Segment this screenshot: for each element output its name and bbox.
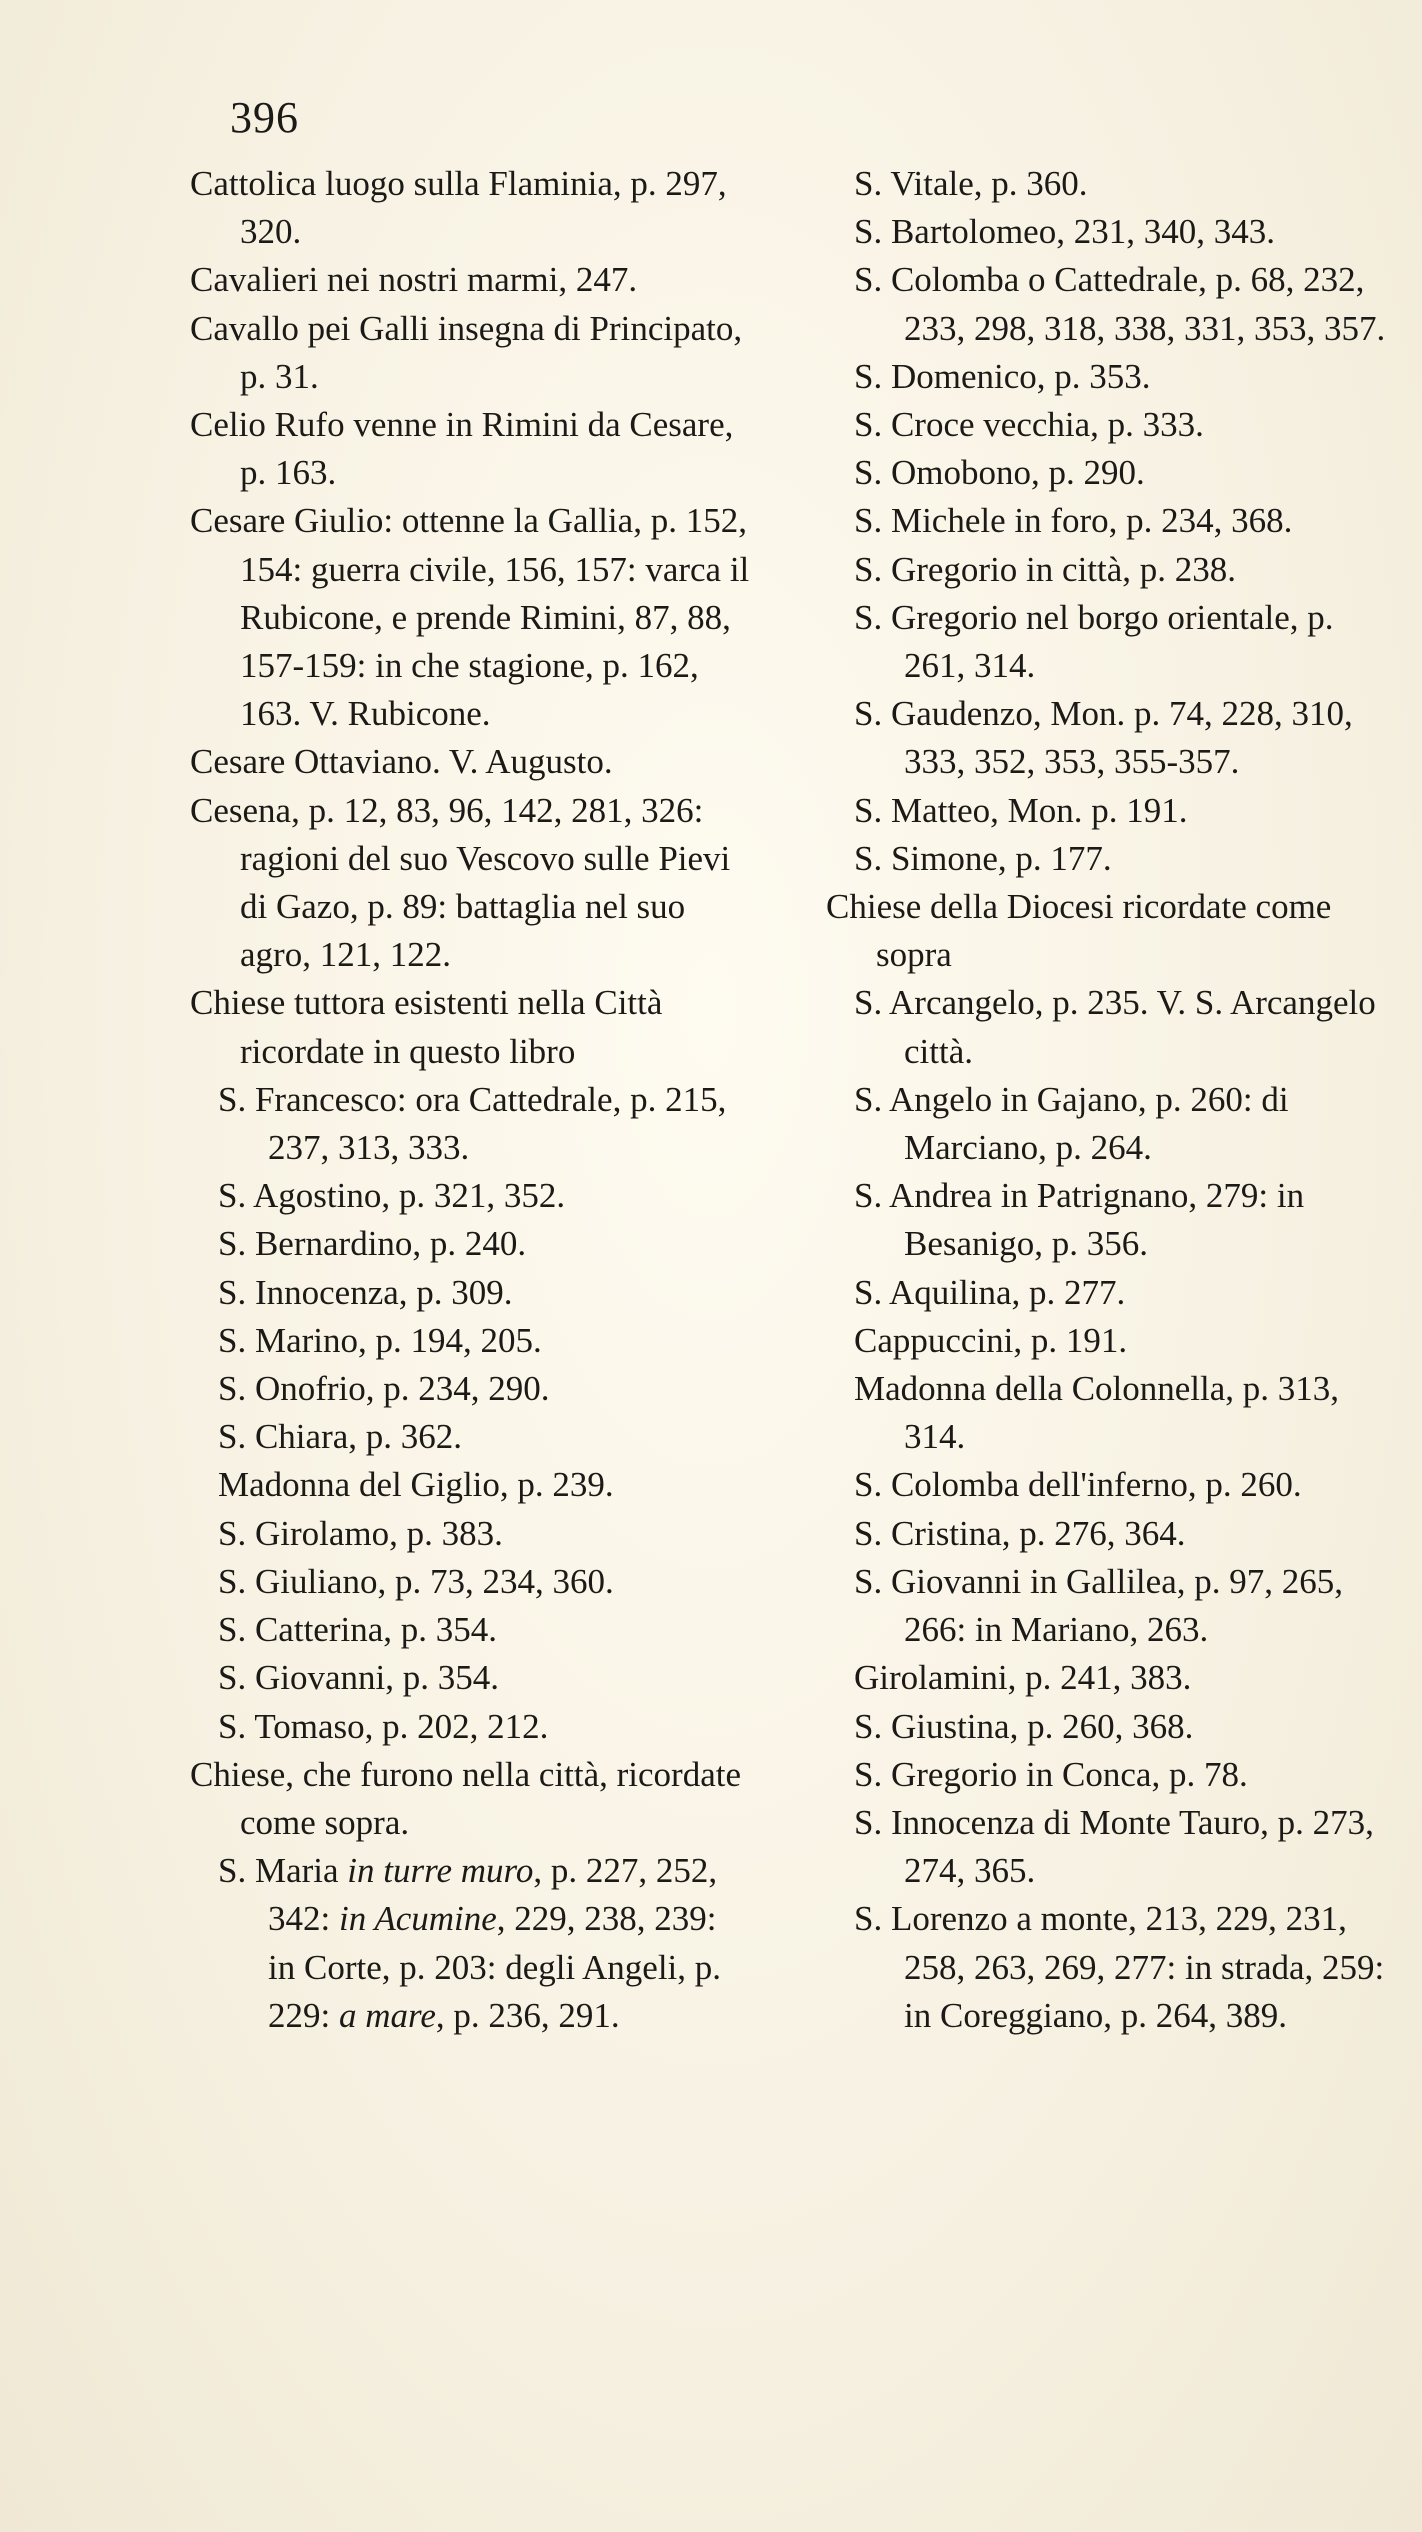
index-entry: Chiese della Diocesi ricordate come sopra bbox=[826, 887, 1332, 975]
index-subentry: S. Gaudenzo, Mon. p. 74, 228, 310, 333, 352, 353, 355-357. bbox=[854, 694, 1353, 782]
index-subentry: S. Aquilina, p. 277. bbox=[854, 1272, 1126, 1312]
index-subentry: S. Gregorio nel borgo orientale, p. 261, 314. bbox=[854, 597, 1334, 686]
index-entry: Cesare Ottaviano. V. Augusto. bbox=[190, 742, 613, 782]
index-subentry: S. Francesco: ora Cattedrale, p. 215, 237, 313, 333. bbox=[218, 1079, 727, 1168]
index-subentry: S. Matteo, Mon. p. 191. bbox=[854, 790, 1188, 830]
index-subentry: S. Andrea in Patrignano, 279: in Besanigo, p. 356. bbox=[854, 1176, 1305, 1264]
index-subentry: S. Giuliano, p. 73, 234, 360. bbox=[218, 1561, 614, 1601]
entry-text: , p. 236, 291. bbox=[435, 1995, 620, 2035]
index-entry: Cattolica luogo sulla Flaminia, p. 297, 320. bbox=[190, 164, 727, 252]
page-number: 396 bbox=[230, 93, 299, 142]
index-subentry: S. Vitale, p. 360. bbox=[854, 164, 1088, 203]
index-subentry: S. Girolamo, p. 383. bbox=[218, 1513, 503, 1553]
index-entry: Cavalieri nei nostri marmi, 247. bbox=[190, 260, 638, 300]
index-entry: Celio Rufo venne in Rimini da Cesare, p. 163. bbox=[190, 405, 734, 493]
italic-text: a mare bbox=[338, 1995, 436, 2035]
index-subentry: S. Innocenza di Monte Tauro, p. 273, 274, 365. bbox=[854, 1802, 1374, 1891]
index-entry: Cesare Giulio: ottenne la Gallia, p. 152, 154: guerra civile, 156, 157: varca il Rubicone, e prende Rimini, 87, 88, 157-159: in che stagione, p. 162, 163. V. Rubicone. bbox=[190, 501, 750, 734]
index-subentry: S. Giustina, p. 260, 368. bbox=[854, 1706, 1194, 1746]
index-entry: Chiese tuttora esistenti nella Città ricordate in questo libro bbox=[190, 983, 663, 1071]
index-subentry: S. Omobono, p. 290. bbox=[854, 453, 1145, 493]
entry-text: S. Maria bbox=[218, 1851, 348, 1891]
index-entry: Cavallo pei Galli insegna di Principato, p. 31. bbox=[190, 308, 743, 396]
index-subentry bbox=[190, 1847, 750, 2040]
italic-text: in Acumine bbox=[338, 1899, 497, 1939]
index-subentry: Madonna del Giglio, p. 239. bbox=[218, 1465, 614, 1505]
index-column-right bbox=[826, 160, 1386, 2040]
index-entry: Chiese, che furono nella città, ricordate come sopra. bbox=[190, 1754, 742, 1842]
italic-text: in turre muro bbox=[347, 1851, 534, 1891]
index-subentry: S. Catterina, p. 354. bbox=[218, 1610, 497, 1650]
index-subentry: S. Bartolomeo, 231, 340, 343. bbox=[854, 212, 1275, 252]
index-subentry: S. Agostino, p. 321, 352. bbox=[218, 1176, 566, 1216]
index-subentry: S. Bernardino, p. 240. bbox=[218, 1224, 527, 1264]
index-subentry: S. Colomba o Cattedrale, p. 68, 232, 233, 298, 318, 338, 331, 353, 357. bbox=[854, 260, 1386, 348]
index-subentry: Cappuccini, p. 191. bbox=[854, 1320, 1128, 1360]
index-subentry: S. Gregorio in Conca, p. 78. bbox=[854, 1754, 1248, 1794]
index-subentry: S. Gregorio in città, p. 238. bbox=[854, 549, 1237, 589]
index-subentry: S. Marino, p. 194, 205. bbox=[218, 1320, 542, 1360]
index-subentry: S. Tomaso, p. 202, 212. bbox=[218, 1706, 549, 1746]
index-column-left bbox=[190, 160, 750, 2040]
entry-text: , p. 227, 252, 342: bbox=[268, 1851, 718, 1939]
index-subentry: Madonna della Colonnella, p. 313, 314. bbox=[854, 1369, 1340, 1457]
index-subentry: S. Angelo in Gajano, p. 260: di Marciano, p. 264. bbox=[854, 1079, 1289, 1168]
index-subentry: S. Michele in foro, p. 234, 368. bbox=[854, 501, 1293, 541]
index-subentry: S. Chiara, p. 362. bbox=[218, 1417, 463, 1457]
index-subentry: S. Innocenza, p. 309. bbox=[218, 1272, 513, 1312]
index-subentry: S. Simone, p. 177. bbox=[854, 838, 1112, 878]
index-subentry: S. Lorenzo a monte, 213, 229, 231, 258, 263, 269, 277: in strada, 259: in Coreggiano, p. 264, 389. bbox=[854, 1899, 1385, 2035]
index-subentry: Girolamini, p. 241, 383. bbox=[854, 1658, 1192, 1698]
index-subentry: S. Domenico, p. 353. bbox=[854, 356, 1151, 396]
index-subentry: S. Giovanni, p. 354. bbox=[218, 1658, 499, 1698]
index-subentry: S. Giovanni in Gallilea, p. 97, 265, 266: in Mariano, 263. bbox=[854, 1561, 1343, 1650]
index-subentry: S. Colomba dell'inferno, p. 260. bbox=[854, 1465, 1302, 1505]
index-subentry: S. Onofrio, p. 234, 290. bbox=[218, 1369, 550, 1409]
index-subentry: S. Arcangelo, p. 235. V. S. Arcangelo città. bbox=[854, 983, 1376, 1071]
index-subentry: S. Croce vecchia, p. 333. bbox=[854, 405, 1204, 445]
index-entry: Cesena, p. 12, 83, 96, 142, 281, 326: ragioni del suo Vescovo sulle Pievi di Gazo, p. 89: battaglia nel suo agro, 121, 122. bbox=[190, 790, 731, 975]
index-subentry: S. Cristina, p. 276, 364. bbox=[854, 1513, 1186, 1553]
entry-text: , 229, 238, 239: in Corte, p. 203: degli Angeli, p. 229: bbox=[268, 1899, 722, 2035]
